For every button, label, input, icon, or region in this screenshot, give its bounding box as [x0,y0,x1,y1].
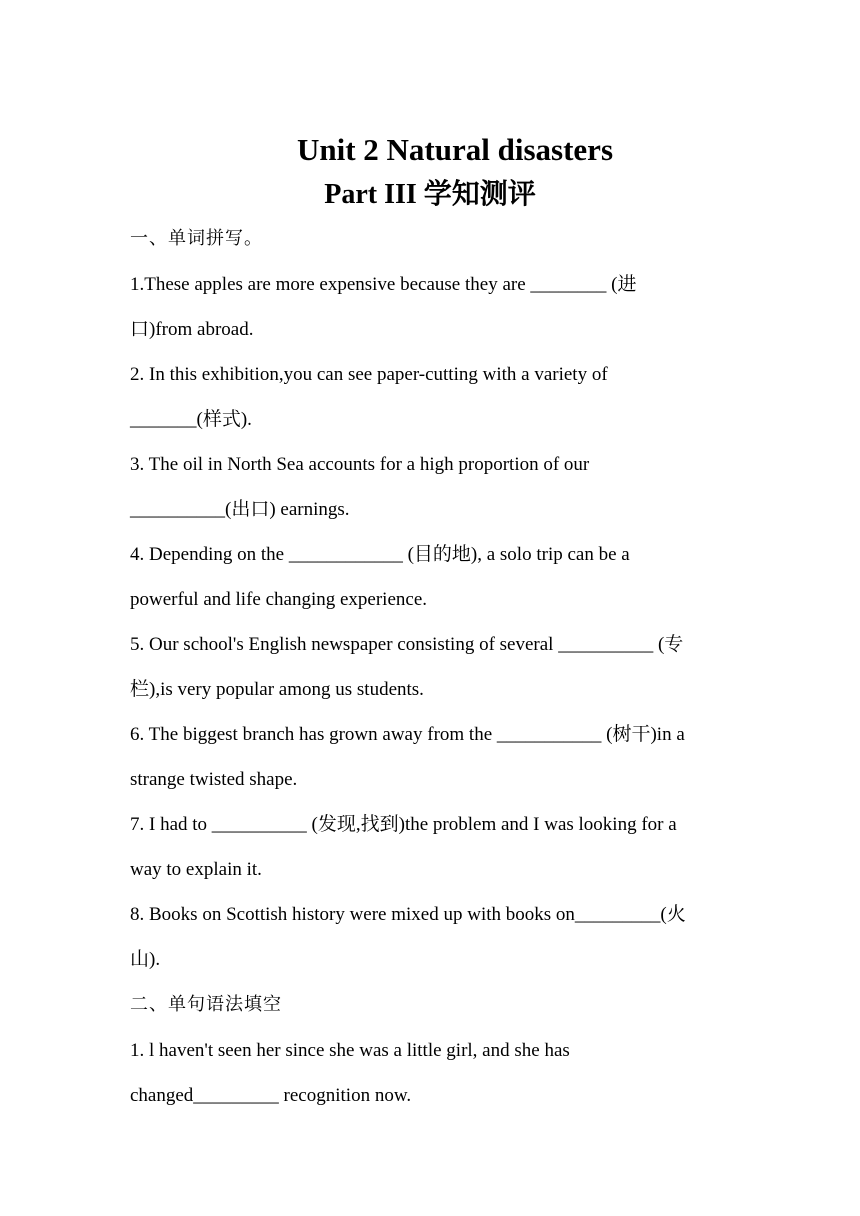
section-heading-grammar: 二、单句语法填空 [130,994,282,1015]
section-heading-spelling: 一、单词拼写。 [130,228,263,249]
question-5-line-1: 5. Our school's English newspaper consisting of several __________ (专 [130,634,684,655]
question-1-line-1: 1.These apples are more expensive because they are ________ (进 [130,274,637,295]
question-4-line-2: powerful and life changing experience. [130,589,428,610]
page-title: Unit 2 Natural disasters [296,132,614,167]
question-2-line-2: _______(样式). [130,409,252,430]
question-8-line-2: 山). [130,949,161,970]
question-2-line-1: 2. In this exhibition,you can see paper-cutting with a variety of [130,364,608,385]
page-subtitle: Part III 学知测评 [324,179,536,210]
question-6-line-1: 6. The biggest branch has grown away from the ___________ (树干)in a [130,724,685,745]
question-6-line-2: strange twisted shape. [130,769,298,790]
grammar-question-1-line-2: changed_________ recognition now. [130,1085,412,1106]
grammar-question-1-line-1: 1. l haven't seen her since she was a little girl, and she has [130,1040,570,1061]
question-1-line-2: 口)from abroad. [130,319,254,340]
question-4-line-1: 4. Depending on the ____________ (目的地), a solo trip can be a [130,544,630,565]
question-7-line-2: way to explain it. [130,859,262,880]
question-8-line-1: 8. Books on Scottish history were mixed up with books on_________(火 [130,904,686,925]
question-3-line-1: 3. The oil in North Sea accounts for a high proportion of our [130,454,590,475]
question-5-line-2: 栏),is very popular among us students. [130,679,424,700]
question-7-line-1: 7. I had to __________ (发现,找到)the problem and I was looking for a [130,814,677,835]
question-3-line-2: __________(出口) earnings. [130,499,350,520]
